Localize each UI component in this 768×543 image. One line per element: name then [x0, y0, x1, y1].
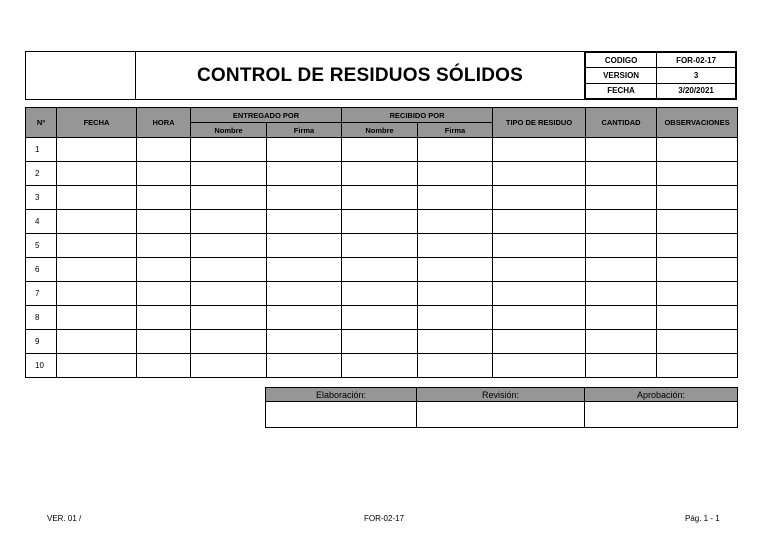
- header-tipo-residuo: TIPO DE RESIDUO: [493, 108, 586, 138]
- cell-recibido-firma[interactable]: [418, 186, 493, 210]
- row-number: 7: [26, 282, 57, 306]
- header-recibido-nombre: Nombre: [342, 123, 418, 138]
- header-fecha: FECHA: [57, 108, 137, 138]
- row-number: 3: [26, 186, 57, 210]
- cell-entregado-firma[interactable]: [267, 282, 342, 306]
- cell-observaciones[interactable]: [657, 354, 738, 378]
- meta-codigo-value: FOR-02-17: [657, 53, 736, 68]
- cell-cantidad[interactable]: [586, 138, 657, 162]
- cell-tipo-residuo[interactable]: [493, 258, 586, 282]
- row-number: 2: [26, 162, 57, 186]
- cell-recibido-nombre[interactable]: [342, 330, 418, 354]
- table-row: [26, 210, 738, 234]
- cell-entregado-firma[interactable]: [267, 330, 342, 354]
- table-row: [26, 282, 738, 306]
- header-hora: HORA: [137, 108, 191, 138]
- cell-fecha[interactable]: [57, 354, 137, 378]
- table-row: [26, 186, 738, 210]
- cell-fecha[interactable]: [57, 138, 137, 162]
- cell-recibido-firma[interactable]: [418, 306, 493, 330]
- cell-tipo-residuo[interactable]: [493, 234, 586, 258]
- cell-fecha[interactable]: [57, 330, 137, 354]
- cell-recibido-nombre[interactable]: [342, 282, 418, 306]
- row-number: 6: [26, 258, 57, 282]
- row-number: 8: [26, 306, 57, 330]
- table-row: [26, 234, 738, 258]
- cell-tipo-residuo[interactable]: [493, 186, 586, 210]
- aprobacion-label: Aprobación:: [585, 388, 738, 402]
- cell-observaciones[interactable]: [657, 210, 738, 234]
- meta-fecha-label: FECHA: [586, 83, 657, 98]
- header-no: Nº: [26, 108, 57, 138]
- cell-fecha[interactable]: [57, 306, 137, 330]
- cell-hora[interactable]: [137, 162, 191, 186]
- cell-hora[interactable]: [137, 186, 191, 210]
- cell-cantidad[interactable]: [586, 282, 657, 306]
- cell-entregado-firma[interactable]: [267, 354, 342, 378]
- cell-fecha[interactable]: [57, 282, 137, 306]
- header-entregado-por: ENTREGADO POR: [191, 108, 342, 123]
- cell-observaciones[interactable]: [657, 138, 738, 162]
- table-row: [26, 306, 738, 330]
- cell-recibido-firma[interactable]: [418, 258, 493, 282]
- cell-tipo-residuo[interactable]: [493, 162, 586, 186]
- cell-entregado-nombre[interactable]: [191, 330, 267, 354]
- cell-entregado-nombre[interactable]: [191, 258, 267, 282]
- footer-code: FOR-02-17: [364, 514, 405, 523]
- cell-recibido-firma[interactable]: [418, 330, 493, 354]
- cell-recibido-nombre[interactable]: [342, 258, 418, 282]
- meta-version-value: 3: [657, 68, 736, 83]
- cell-fecha[interactable]: [57, 186, 137, 210]
- table-row: [26, 162, 738, 186]
- header-recibido-firma: Firma: [418, 123, 493, 138]
- cell-fecha[interactable]: [57, 258, 137, 282]
- cell-recibido-firma[interactable]: [418, 282, 493, 306]
- cell-hora[interactable]: [137, 354, 191, 378]
- cell-hora[interactable]: [137, 306, 191, 330]
- table-row: [26, 258, 738, 282]
- cell-tipo-residuo[interactable]: [493, 282, 586, 306]
- cell-entregado-firma[interactable]: [267, 138, 342, 162]
- cell-observaciones[interactable]: [657, 306, 738, 330]
- cell-entregado-nombre[interactable]: [191, 162, 267, 186]
- cell-fecha[interactable]: [57, 234, 137, 258]
- cell-recibido-nombre[interactable]: [342, 162, 418, 186]
- cell-entregado-firma[interactable]: [267, 210, 342, 234]
- meta-fecha-value: 3/20/2021: [657, 83, 736, 98]
- header-recibido-por: RECIBIDO POR: [342, 108, 493, 123]
- meta-version-label: VERSION: [586, 68, 657, 83]
- cell-hora[interactable]: [137, 234, 191, 258]
- cell-entregado-nombre[interactable]: [191, 186, 267, 210]
- cell-recibido-firma[interactable]: [418, 234, 493, 258]
- cell-tipo-residuo[interactable]: [493, 138, 586, 162]
- row-number: 4: [26, 210, 57, 234]
- cell-entregado-nombre[interactable]: [191, 138, 267, 162]
- cell-entregado-firma[interactable]: [267, 234, 342, 258]
- cell-cantidad[interactable]: [586, 210, 657, 234]
- cell-tipo-residuo[interactable]: [493, 306, 586, 330]
- table-row: [26, 354, 738, 378]
- cell-cantidad[interactable]: [586, 258, 657, 282]
- revision-field[interactable]: [417, 402, 585, 428]
- cell-tipo-residuo[interactable]: [493, 354, 586, 378]
- cell-cantidad[interactable]: [586, 162, 657, 186]
- cell-cantidad[interactable]: [586, 354, 657, 378]
- cell-observaciones[interactable]: [657, 234, 738, 258]
- cell-recibido-nombre[interactable]: [342, 306, 418, 330]
- header-entregado-nombre: Nombre: [191, 123, 267, 138]
- cell-recibido-firma[interactable]: [418, 210, 493, 234]
- cell-recibido-firma[interactable]: [418, 138, 493, 162]
- cell-tipo-residuo[interactable]: [493, 210, 586, 234]
- row-number: 10: [26, 354, 57, 378]
- cell-recibido-nombre[interactable]: [342, 354, 418, 378]
- cell-cantidad[interactable]: [586, 306, 657, 330]
- cell-recibido-nombre[interactable]: [342, 210, 418, 234]
- table-row: [26, 330, 738, 354]
- elaboracion-field[interactable]: [266, 402, 417, 428]
- cell-hora[interactable]: [137, 138, 191, 162]
- cell-entregado-nombre[interactable]: [191, 234, 267, 258]
- cell-entregado-firma[interactable]: [267, 306, 342, 330]
- cell-recibido-firma[interactable]: [418, 354, 493, 378]
- cell-entregado-firma[interactable]: [267, 162, 342, 186]
- document-title: CONTROL DE RESIDUOS SÓLIDOS: [135, 51, 585, 100]
- cell-observaciones[interactable]: [657, 282, 738, 306]
- cell-entregado-firma[interactable]: [267, 186, 342, 210]
- cell-entregado-firma[interactable]: [267, 258, 342, 282]
- elaboracion-label: Elaboración:: [266, 388, 417, 402]
- cell-cantidad[interactable]: [586, 330, 657, 354]
- cell-entregado-nombre[interactable]: [191, 306, 267, 330]
- cell-fecha[interactable]: [57, 210, 137, 234]
- meta-codigo-label: CODIGO: [586, 53, 657, 68]
- cell-hora[interactable]: [137, 210, 191, 234]
- footer-page: Pág. 1 - 1: [685, 514, 720, 523]
- cell-hora[interactable]: [137, 330, 191, 354]
- document-meta-box: [584, 51, 737, 100]
- cell-entregado-nombre[interactable]: [191, 354, 267, 378]
- cell-observaciones[interactable]: [657, 186, 738, 210]
- cell-recibido-nombre[interactable]: [342, 186, 418, 210]
- header-observaciones: OBSERVACIONES: [657, 108, 738, 138]
- header-cantidad: CANTIDAD: [586, 108, 657, 138]
- logo-placeholder: [25, 51, 136, 100]
- header-entregado-firma: Firma: [267, 123, 342, 138]
- row-number: 1: [26, 138, 57, 162]
- cell-entregado-nombre[interactable]: [191, 282, 267, 306]
- revision-label: Revisión:: [417, 388, 585, 402]
- signature-box: [265, 387, 737, 427]
- cell-recibido-nombre[interactable]: [342, 234, 418, 258]
- cell-observaciones[interactable]: [657, 162, 738, 186]
- table-row: [26, 138, 738, 162]
- waste-control-table: [25, 107, 737, 376]
- cell-recibido-nombre[interactable]: [342, 138, 418, 162]
- cell-hora[interactable]: [137, 282, 191, 306]
- cell-recibido-firma[interactable]: [418, 162, 493, 186]
- cell-cantidad[interactable]: [586, 234, 657, 258]
- cell-hora[interactable]: [137, 258, 191, 282]
- footer-version: VER. 01 /: [47, 514, 82, 523]
- cell-observaciones[interactable]: [657, 330, 738, 354]
- cell-cantidad[interactable]: [586, 186, 657, 210]
- cell-tipo-residuo[interactable]: [493, 330, 586, 354]
- cell-observaciones[interactable]: [657, 258, 738, 282]
- cell-entregado-nombre[interactable]: [191, 210, 267, 234]
- row-number: 9: [26, 330, 57, 354]
- row-number: 5: [26, 234, 57, 258]
- aprobacion-field[interactable]: [585, 402, 738, 428]
- cell-fecha[interactable]: [57, 162, 137, 186]
